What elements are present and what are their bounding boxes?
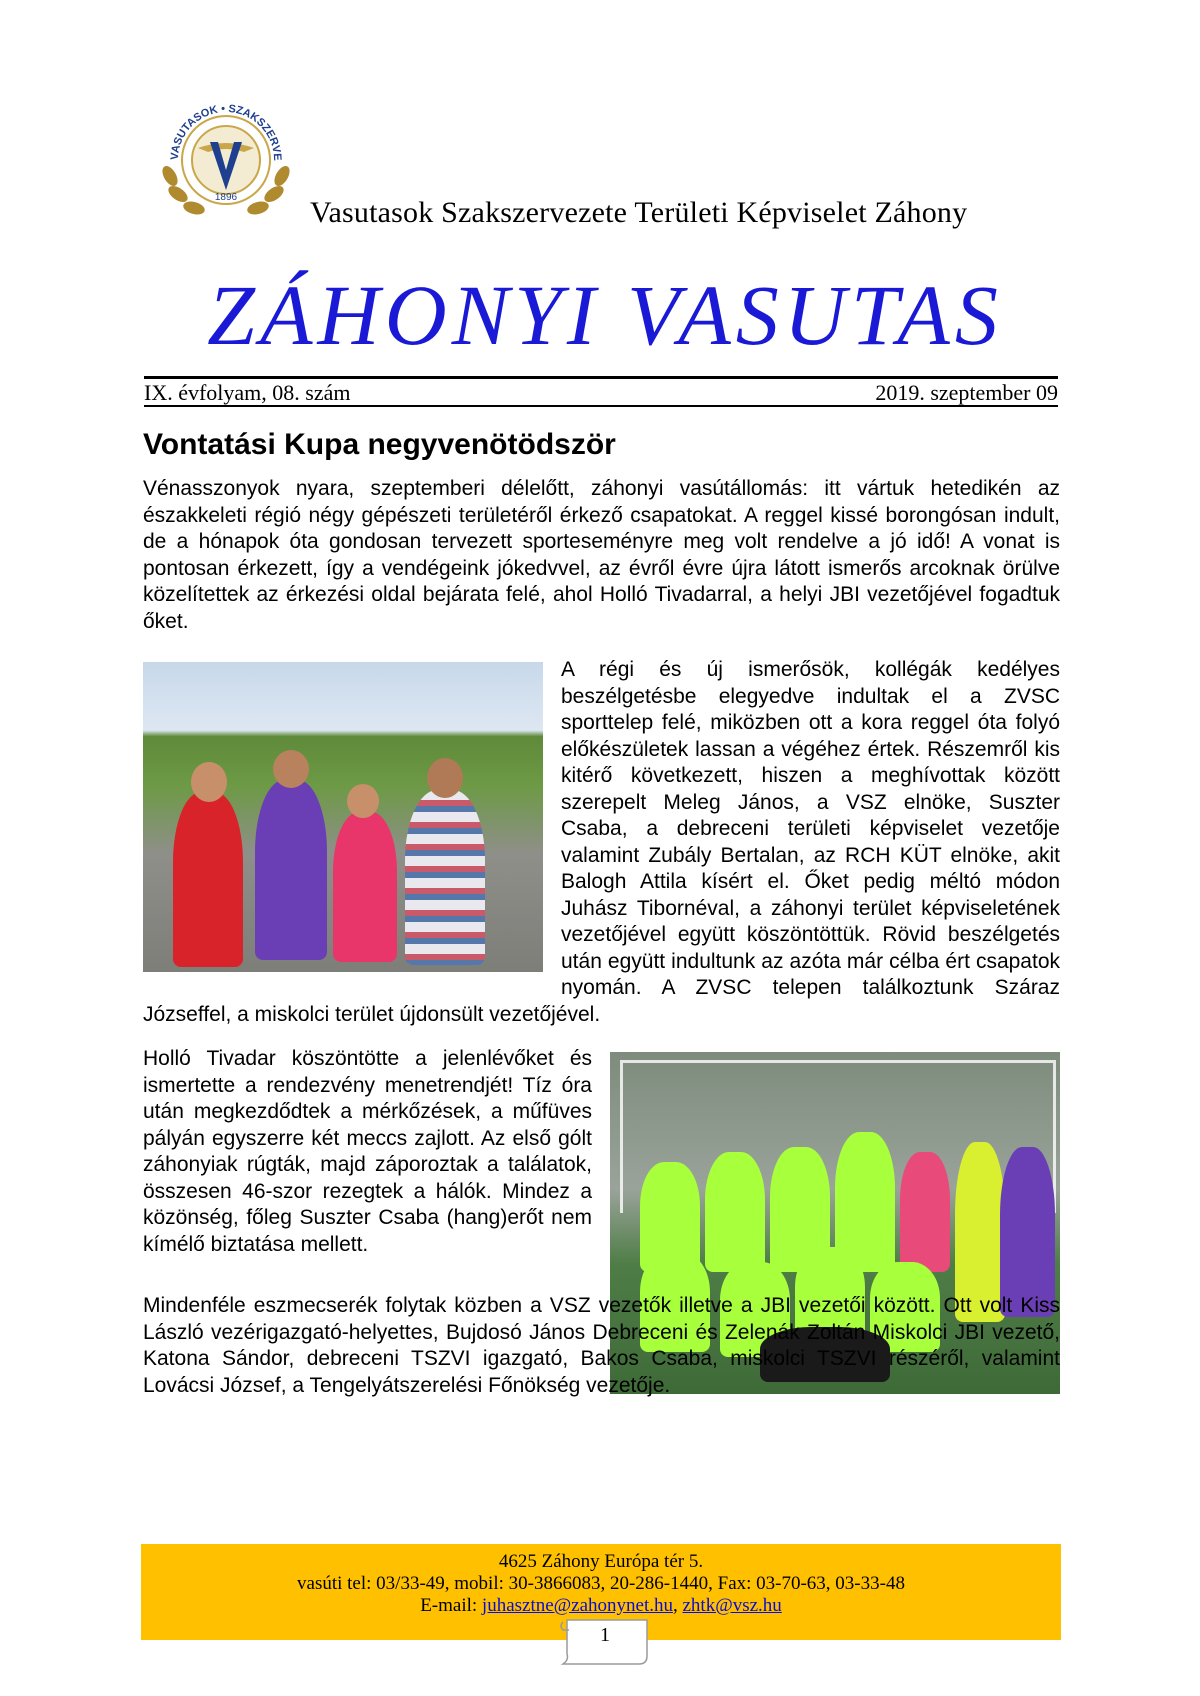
newsletter-masthead: ZÁHONYI VASUTAS bbox=[207, 267, 1003, 363]
footer-email-label: E-mail: bbox=[420, 1595, 478, 1616]
footer-email-separator: , bbox=[673, 1595, 678, 1616]
issue-date: 2019. szeptember 09 bbox=[875, 380, 1058, 405]
email-link-juhasztne[interactable]: juhasztne@zahonynet.hu bbox=[481, 1595, 673, 1616]
logo-arc-text: VASUTASOK • SZAKSZERVE bbox=[168, 102, 284, 162]
organization-name: Vasutasok Szakszervezete Területi Képviselet Záhony bbox=[310, 196, 968, 229]
union-logo bbox=[148, 90, 304, 222]
issue-number: IX. évfolyam, 08. szám bbox=[144, 380, 351, 405]
email-link-zhtk[interactable]: zhtk@vsz.hu bbox=[682, 1595, 782, 1616]
article-headline: Vontatási Kupa negyvenötödször bbox=[143, 428, 616, 461]
article-paragraph: Vénasszonyok nyara, szeptemberi délelőtt, záhonyi vasútállomás: itt vártuk hetedikén az északkeleti régió négy gépészeti területéről érkező csapatokat. A reggel kissé borongósan indult, de a hónapok óta gondosan tervezett sporteseményre meg volt rendelve a jó idő! A vonat is pontosan érkezett, így a vendégeink jókedvvel, az évről évre újra látott ismerős arcoknak örülve közelítettek az érkezési oldal bejárata felé, ahol Holló Tivadarral, a helyi JBI vezetőjével fogadtuk őket. bbox=[143, 477, 1060, 633]
article-paragraph: Mindenféle eszmecserék folytak közben a VSZ vezetők illetve a JBI vezetői között. Ott volt Kiss László vezérigazgató-helyettes, Bujdosó János Debreceni és Zelenák Zoltán Miskolci JBI vezető, Katona Sándor, debreceni TSZVI igazgató, Bakos Csaba, miskolci TSZVI részéről, valamint Lovácsi József, a Tengelyátszerelési Főnökség vezetője. bbox=[143, 1294, 1060, 1397]
masthead-rule-bottom bbox=[144, 405, 1058, 407]
footer-phones: vasúti tel: 03/33-49, mobil: 30-3866083, 20-286-1440, Fax: 03-70-63, 03-33-48 bbox=[297, 1573, 905, 1594]
union-emblem-icon bbox=[148, 90, 304, 222]
page-number: 1 bbox=[600, 1624, 610, 1646]
article-paragraph-text: A régi és új ismerősök, kollégák kedélyes beszélgetésbe elegyedve indultak el a ZVSC sporttelep felé, miközben ott a kora reggel óta folyó előkészületek lassan a végéhez értek. Részemről kis kitérő következett, hiszen a meghívottak között szerepelt Meleg János, a VSZ elnöke, Suszter Csaba, a debreceni területi képviselet vezetője valamint Zubály Bertalan, az RCH KÜT elnöke, akit Balogh Attila kísért el. Őket pedig méltó módon Juhász Tibornéval, a záhonyi terület képviseletének vezetőjével együtt köszöntöttük. Rövid beszélgetés után együtt indultunk az azóta már célba ért csapatok nyomán. A ZVSC telepen találkoztunk Száraz Józseffel, a miskolci terület újdonsült vezetőjével. bbox=[143, 658, 1060, 1026]
masthead-rule-top bbox=[144, 376, 1058, 379]
article-paragraph-text: Holló Tivadar köszöntötte a jelenlévőket és ismertette a rendezvény menetrendjét! Tíz óra után megkezdődtek a mérkőzések, a műfüves pályán egyszerre két meccs zajlott. Az első gólt záhonyiak rúgták, majd záporoztak a találatok, összesen 46-szor rezegtek a hálók. Mindez a közönség, főleg Suszter Csaba (hang)erőt nem kímélő biztatása mellett. bbox=[143, 1047, 592, 1256]
article-paragraph-with-photo bbox=[143, 657, 1060, 1028]
footer-address: 4625 Záhony Európa tér 5. bbox=[498, 1551, 704, 1572]
group-photo-four-people bbox=[143, 662, 543, 972]
logo-year: 1896 bbox=[214, 192, 238, 203]
